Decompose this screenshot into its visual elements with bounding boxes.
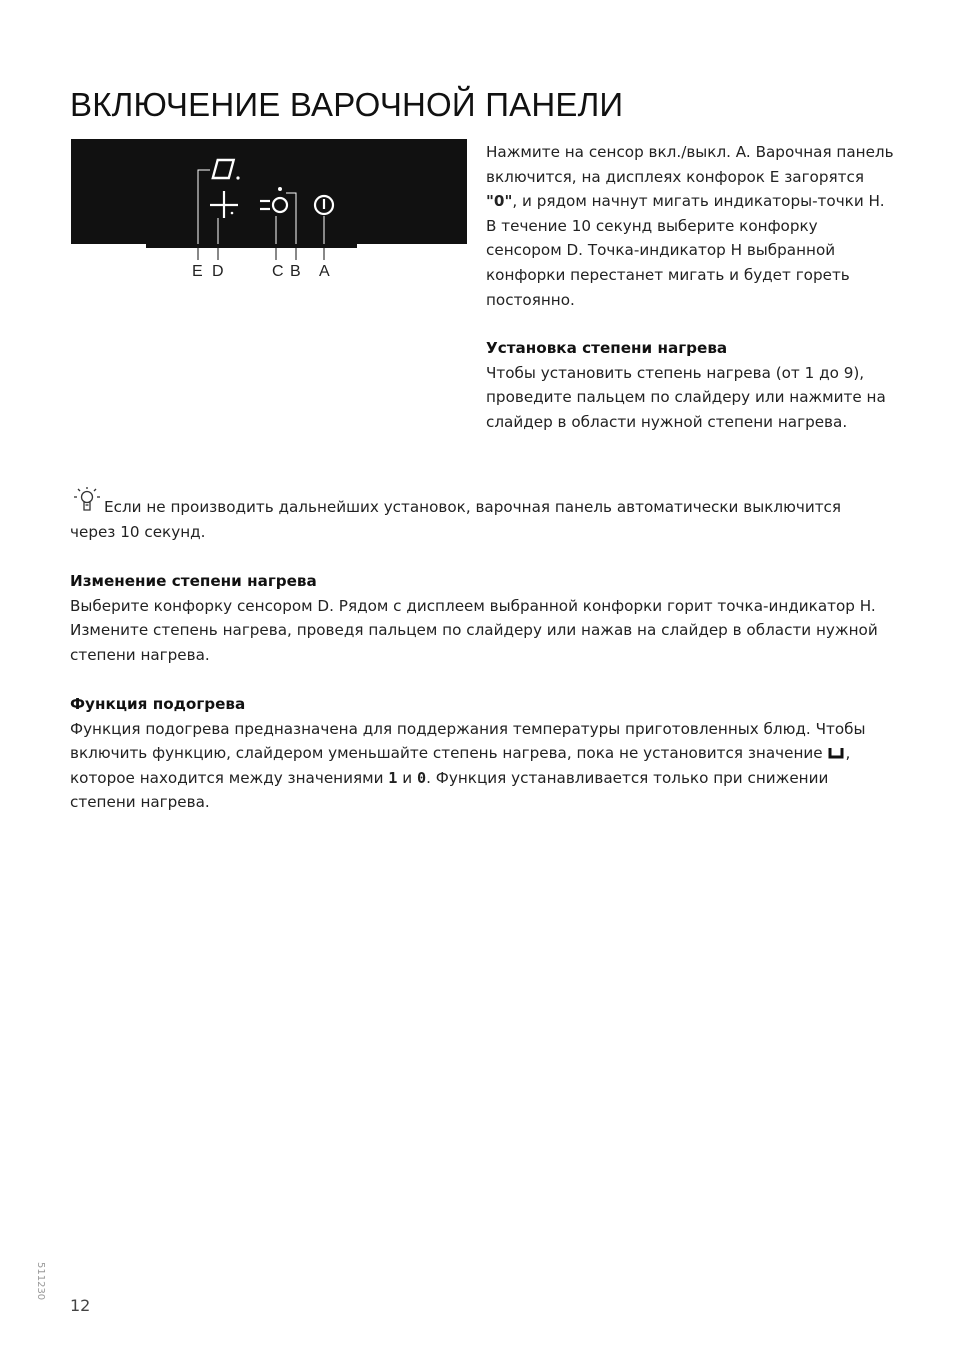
document-code: 511230 xyxy=(35,1262,46,1301)
page-number: 12 xyxy=(70,1296,91,1315)
warming-heading: Функция подогрева xyxy=(70,695,246,713)
label-c: C xyxy=(272,263,284,280)
intro-text-2: , и рядом начнут мигать индикаторы-точки H. В течение 10 секунд выберите конфорку сенсором D. Точка-индикатор H выбранной конфорки перестанет мигать и будет гореть постоянно. xyxy=(486,192,885,309)
intro-column xyxy=(486,140,896,435)
indicator-dot xyxy=(278,187,282,191)
warming-text-3: . Функция устанавливается только при снижении степени нагрева. xyxy=(70,768,829,812)
control-panel-illustration xyxy=(70,138,468,283)
intro-paragraph xyxy=(486,140,896,312)
warming-block xyxy=(70,692,890,815)
value-one: 1 xyxy=(388,768,398,787)
control-panel-diagram xyxy=(70,138,468,283)
tip-block xyxy=(70,486,890,544)
setting-text: Чтобы установить степень нагрева (от 1 до 9), проведите пальцем по слайдеру или нажмите на слайдер в области нужной степени нагрева. xyxy=(486,363,886,431)
label-a: A xyxy=(319,263,330,280)
intro-zero-value: "0" xyxy=(486,192,513,211)
warming-and: и xyxy=(397,768,417,787)
warming-text-2: , которое находится между значениями xyxy=(70,744,851,787)
warming-text xyxy=(70,717,890,815)
warming-symbol-icon xyxy=(827,743,845,757)
page-title: ВКЛЮЧЕНИЕ ВАРОЧНОЙ ПАНЕЛИ xyxy=(70,86,624,123)
change-heading: Изменение степени нагрева xyxy=(70,572,317,590)
label-d: D xyxy=(212,263,224,280)
indicator-dot-h xyxy=(236,176,239,179)
intro-text-1: Нажмите на сенсор вкл./выкл. A. Варочная панель включится, на дисплеях конфорок E загорятся xyxy=(486,143,894,186)
lightbulb-icon xyxy=(70,486,104,516)
label-e: E xyxy=(192,263,203,280)
change-text: Выберите конфорку сенсором D. Рядом с дисплеем выбранной конфорки горит точка-индикатор H. Измените степень нагрева, проведя пальцем по слайдеру или нажав на слайдер в области нужной степени нагрева. xyxy=(70,596,878,664)
tip-text: Если не производить дальнейших установок, варочная панель автоматически выключится через 10 секунд. xyxy=(70,498,842,541)
change-block xyxy=(70,569,890,667)
value-zero: 0 xyxy=(416,768,427,787)
setting-heading: Установка степени нагрева xyxy=(486,339,728,358)
panel-background xyxy=(71,139,467,248)
warming-text-1: Функция подогрева предназначена для поддержания температуры приготовленных блюд. Чтобы включить функцию, слайдером уменьшайте степень нагрева, пока не установится значение xyxy=(70,719,866,763)
label-b: B xyxy=(290,263,301,280)
